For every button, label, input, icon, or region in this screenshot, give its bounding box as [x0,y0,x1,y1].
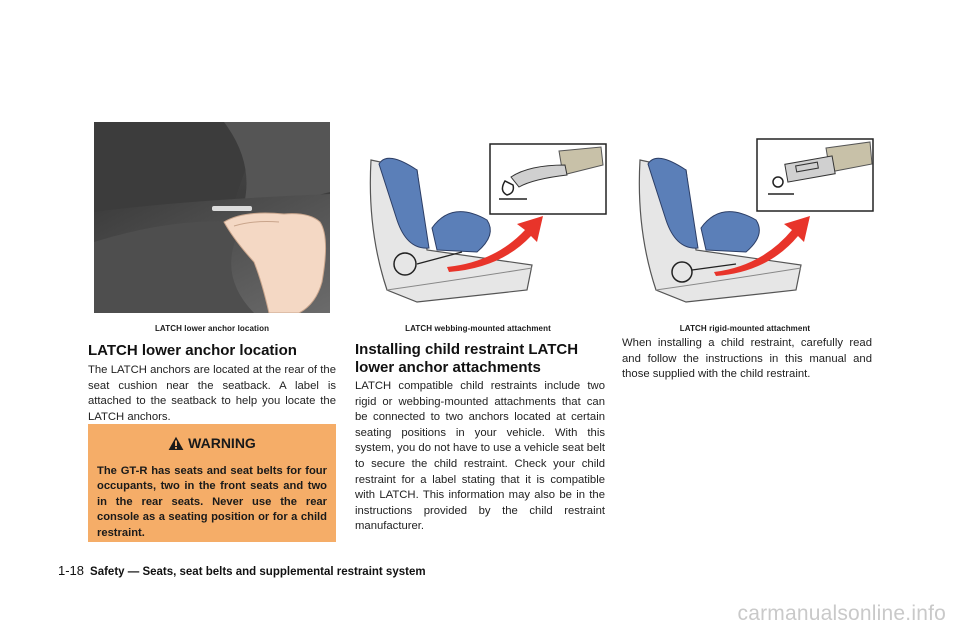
warning-triangle-icon [168,436,184,451]
rigid-detail-inset [756,138,874,212]
red-arrow-icon [445,212,545,272]
red-arrow-icon [712,212,812,276]
warning-title: WARNING [188,435,256,451]
body-paragraph: The LATCH anchors are located at the rear of the seat cushion near the seatback. A label is attached to the seatback to help you locate the LATCH anchors. [88,364,336,423]
warning-box [88,424,336,542]
section-heading: Installing child restraint LATCH lower anchor attachments [355,341,579,376]
latch-lower-anchor-illustration [94,122,330,313]
watermark: carmanualsonline.info [737,602,946,625]
page-footer [58,563,426,578]
figure-caption: LATCH webbing-mounted attachment [405,324,551,333]
figure-caption: LATCH lower anchor location [154,324,270,333]
page-number: 1-18 [58,563,85,578]
body-paragraph: LATCH compatible child restraints include two rigid or webbing-mounted attachments that can be connected to two anchors located at certain seating positions in your vehicle. With this system, you do not have to use a vehicle seat belt to secure the child restraint. Check your child restraint for a label stating that it is compatible with LATCH. This information may also be in the instructions provided by the child restraint manufacturer. [355,380,605,533]
webbing-detail-inset [489,143,607,215]
section-title: Safety — Seats, seat belts and supplemental restraint system [90,566,426,578]
warning-text: The GT-R has seats and seat belts for four occupants, two in the front seats and two in the rear seats. Never use the rear console as a seating position or for a child restraint. [97,465,327,539]
section-heading: LATCH lower anchor location [88,342,297,359]
figure-caption: LATCH rigid-mounted attachment [679,324,811,333]
body-paragraph: When installing a child restraint, carefully read and follow the instructions in this manual and those supplied with the child restraint. [622,337,872,381]
warning-header [88,435,336,451]
